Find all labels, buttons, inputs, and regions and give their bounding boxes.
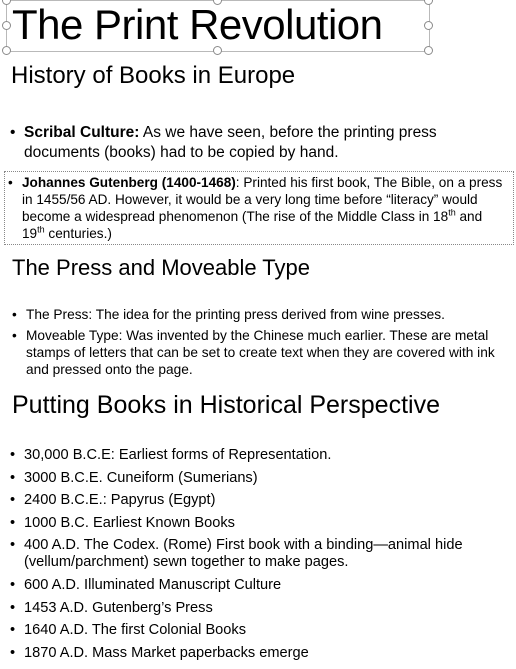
resize-handle-top-right[interactable] bbox=[424, 0, 433, 5]
subhead-history-of-books[interactable]: History of Books in Europe bbox=[11, 62, 296, 89]
slide-title[interactable]: The Print Revolution bbox=[12, 1, 383, 48]
resize-handle-bottom-right[interactable] bbox=[424, 46, 433, 55]
list-item: • 2400 B.C.E.: Papyrus (Egypt) bbox=[10, 492, 510, 509]
subhead-historical-perspective[interactable]: Putting Books in Historical Perspective bbox=[12, 391, 440, 419]
item-text: centuries.) bbox=[44, 226, 112, 241]
bullet-list-press[interactable] bbox=[12, 306, 507, 382]
item-text: : Printed his first book, The Bible, on a press in 1455/56 AD. However, it would be a very long time before “literacy” would become a widespread phenomenon (The rise of the Middle Class in 18 bbox=[22, 175, 503, 224]
list-item: • 400 A.D. The Codex. (Rome) First book with a binding—animal hide (vellum/parchment) sewn together to make pages. bbox=[10, 537, 510, 571]
list-item: • The Press: The idea for the printing press derived from wine presses. bbox=[12, 306, 507, 323]
list-item: • 1453 A.D. Gutenberg’s Press bbox=[10, 600, 510, 617]
gutenberg-list[interactable] bbox=[8, 174, 508, 242]
resize-handle-bottom-left[interactable] bbox=[2, 46, 11, 55]
superscript: th bbox=[37, 224, 45, 235]
list-item: • 1870 A.D. Mass Market paperbacks emerge bbox=[10, 645, 510, 662]
resize-handle-top-left[interactable] bbox=[2, 0, 11, 5]
resize-handle-middle-right[interactable] bbox=[424, 21, 433, 30]
list-item bbox=[10, 123, 505, 163]
list-item: • 30,000 B.C.E: Earliest forms of Representation. bbox=[10, 447, 510, 464]
list-item: • 1000 B.C. Earliest Known Books bbox=[10, 515, 510, 532]
resize-handle-middle-left[interactable] bbox=[2, 21, 11, 30]
list-item: • 600 A.D. Illuminated Manuscript Culture bbox=[10, 577, 510, 594]
list-item: • Moveable Type: Was invented by the Chinese much earlier. These are metal stamps of letters that can be set to create text when they are covered with ink and pressed onto the page. bbox=[12, 327, 507, 378]
list-item bbox=[8, 174, 508, 242]
bullet-list-history[interactable] bbox=[10, 123, 505, 163]
list-item: • 1640 A.D. The first Colonial Books bbox=[10, 622, 510, 639]
superscript: th bbox=[448, 207, 456, 218]
item-text: and 19 bbox=[22, 209, 483, 241]
item-bold-label: Johannes Gutenberg (1400-1468) bbox=[22, 175, 236, 190]
subhead-press-and-type[interactable]: The Press and Moveable Type bbox=[12, 255, 310, 280]
list-item: • 3000 B.C.E. Cuneiform (Sumerians) bbox=[10, 470, 510, 487]
item-bold-label: Scribal Culture: bbox=[24, 124, 140, 141]
item-text: As we have seen, before the printing press documents (books) had to be copied by hand. bbox=[24, 124, 437, 161]
bullet-list-timeline[interactable] bbox=[10, 447, 510, 667]
